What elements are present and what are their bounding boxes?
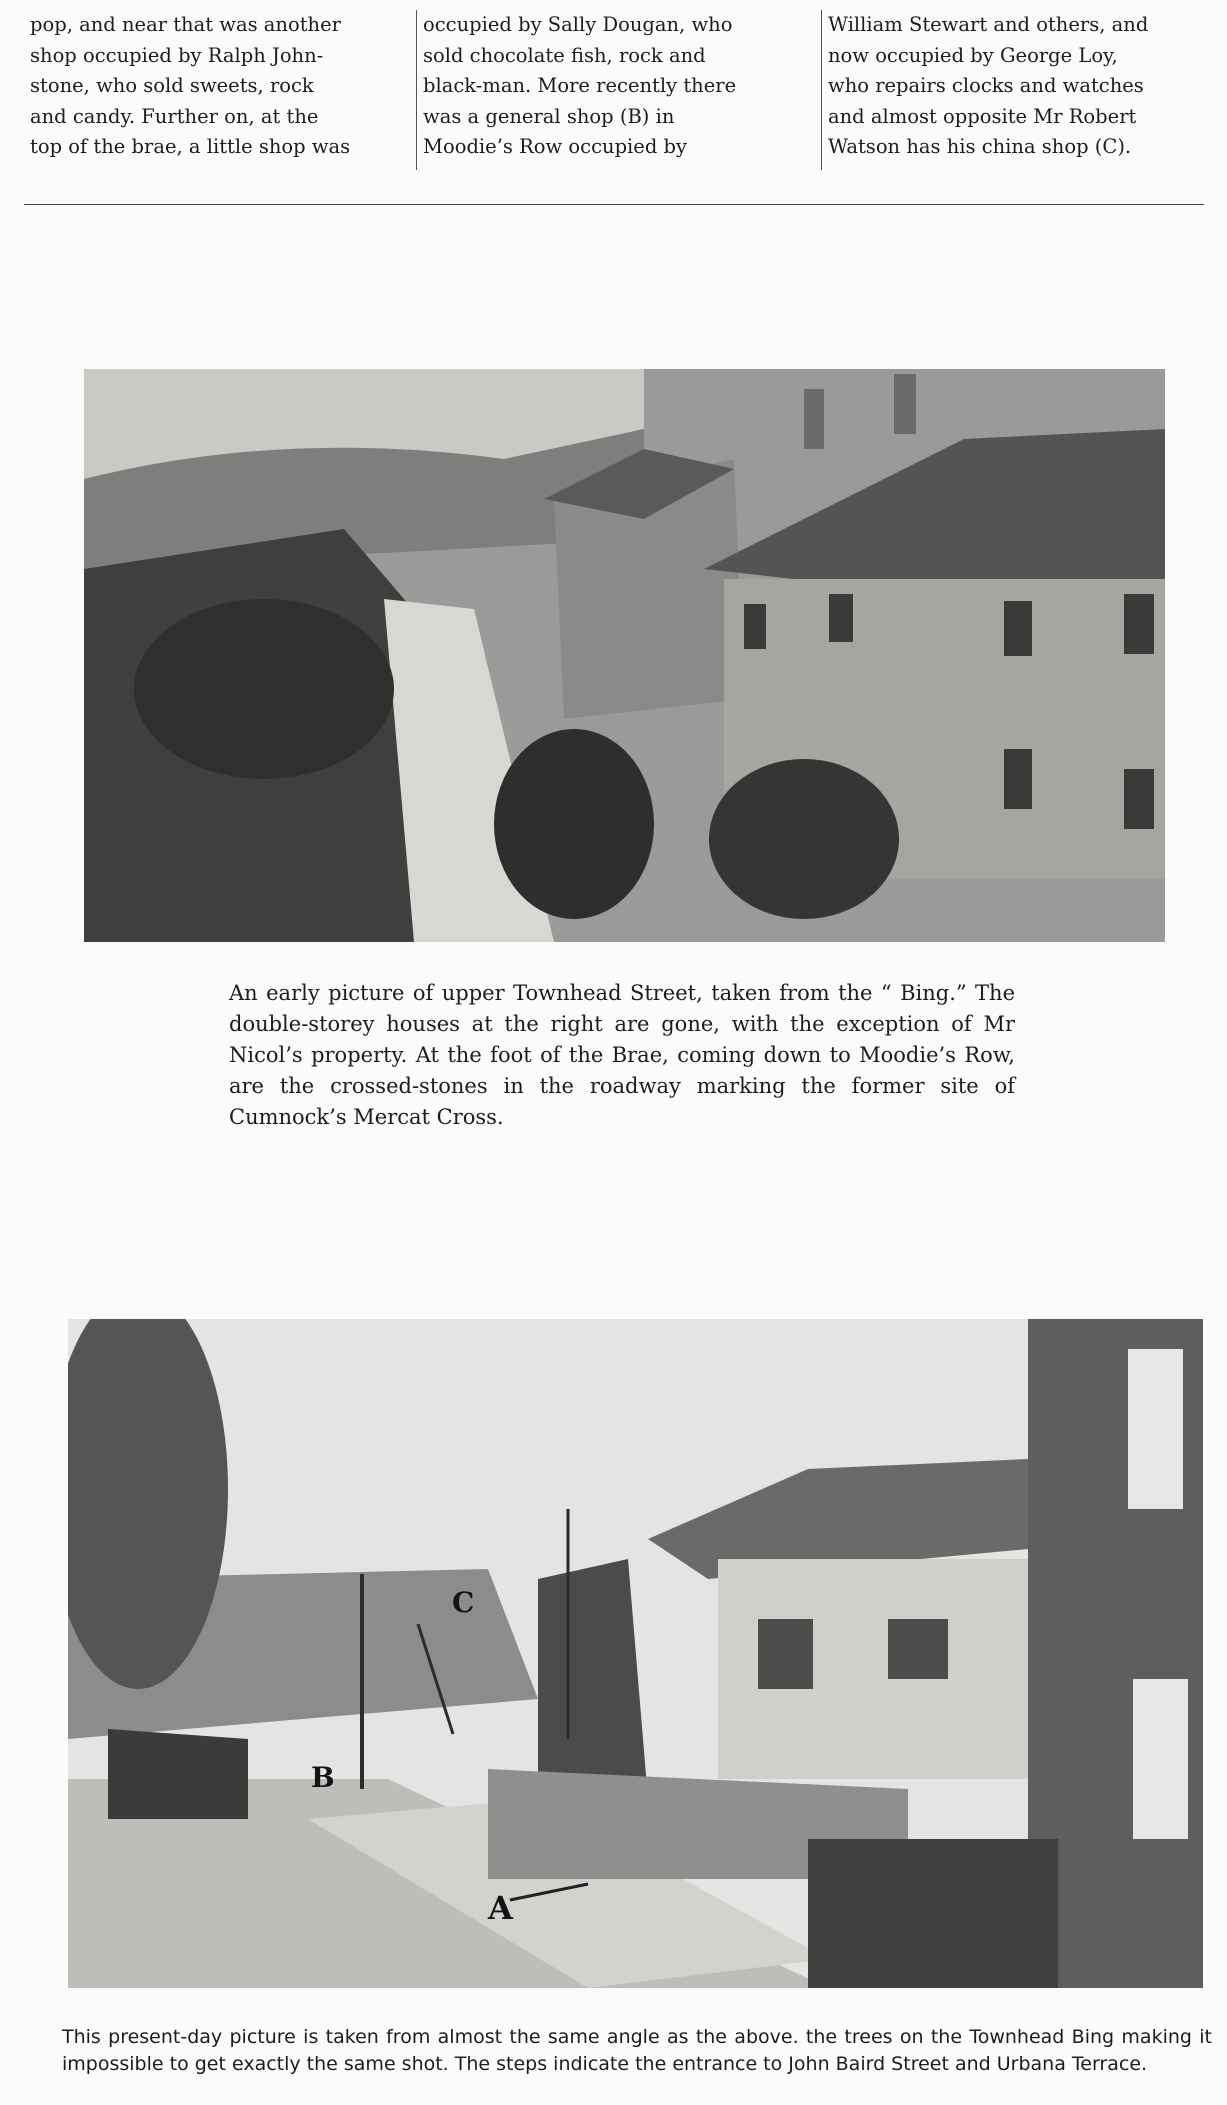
column-2-line: sold chocolate fish, rock and — [423, 43, 706, 67]
column-1-line: top of the brae, a little shop was — [30, 135, 351, 158]
column-1-line: stone, who sold sweets, rock — [30, 74, 314, 97]
column-1-line: and candy. Further on, at the — [30, 104, 319, 128]
column-2-line: black-man. More recently there — [423, 74, 737, 97]
early-photo-illustration — [84, 369, 1165, 942]
present-day-photo-caption: This present-day picture is taken from almost the same angle as the above. the trees on the Townhead Bing making it impossible to get exactly the same shot. The steps indicate the entrance to John Baird Street and Urbana Terrace. — [62, 2026, 1212, 2075]
present-day-photo-illustration — [68, 1319, 1203, 1988]
column-2-line: occupied by Sally Dougan, who — [423, 13, 733, 36]
section-divider — [24, 204, 1204, 205]
photo-label-a: A — [488, 1889, 513, 1927]
column-1-line: shop occupied by Ralph John- — [30, 43, 324, 67]
column-3-line: who repairs clocks and watches — [828, 74, 1144, 97]
photo-label-b: B — [311, 1761, 335, 1794]
column-3-line: and almost opposite Mr Robert — [828, 104, 1137, 128]
column-3-line: William Stewart and others, and — [828, 13, 1149, 36]
column-2-line: Moodie’s Row occupied by — [423, 135, 688, 158]
early-photo-caption: An early picture of upper Townhead Street, taken from the “ Bing.” The double-storey houses at the right are gone, with the exception of Mr Nicol’s property. At the foot of the Brae, coming down to Moodie’s Row, are the crossed-stones in the roadway marking the former site of Cumnock’s Mercat Cross. — [229, 981, 1015, 1129]
photo-label-c: C — [452, 1586, 475, 1619]
column-3 — [822, 10, 1212, 170]
column-3-line: now occupied by George Loy, — [828, 43, 1118, 67]
column-3-line: Watson has his china shop (C). — [828, 135, 1132, 158]
column-2-line: was a general shop (B) in — [423, 104, 675, 128]
column-1 — [24, 10, 417, 170]
column-1-line: pop, and near that was another — [30, 13, 341, 36]
present-day-townhead-street-photo — [68, 1319, 1203, 1988]
text-columns — [24, 10, 1212, 170]
column-2 — [417, 10, 822, 170]
early-townhead-street-photo — [84, 369, 1165, 942]
